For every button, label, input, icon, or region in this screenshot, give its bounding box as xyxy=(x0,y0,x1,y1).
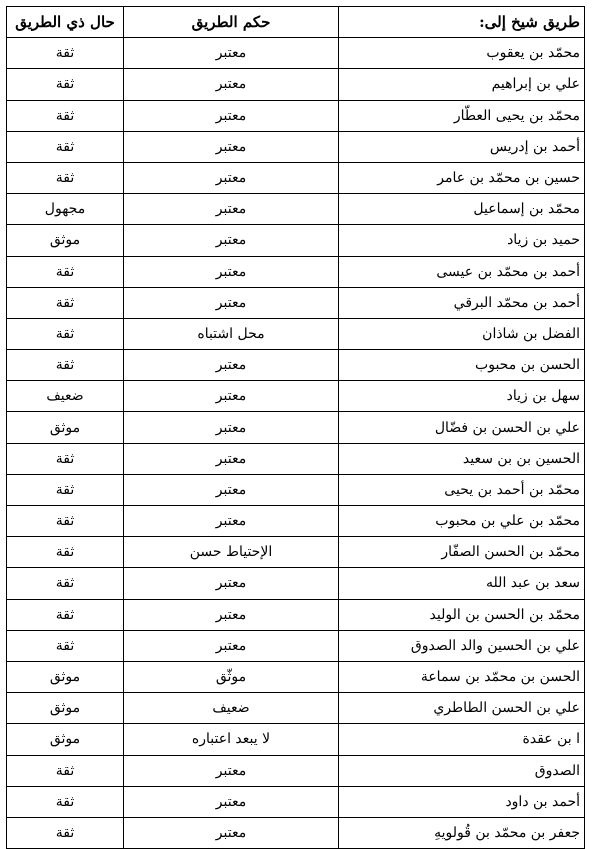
narrator-state-cell: ثقة xyxy=(7,162,124,193)
narrator-name-cell: الصدوق xyxy=(339,755,585,786)
narrator-state-cell: ثقة xyxy=(7,69,124,100)
path-ruling-cell: معتبر xyxy=(124,381,339,412)
narrator-name-cell: أحمد بن إدريس xyxy=(339,131,585,162)
narrator-name-cell: الحسين بن بن سعيد xyxy=(339,443,585,474)
table-row xyxy=(7,287,585,318)
table-row xyxy=(7,786,585,817)
narrator-name-cell: علي بن الحسن بن فضّال xyxy=(339,412,585,443)
narrator-name-cell: محمّد بن علي بن محبوب xyxy=(339,506,585,537)
narrator-state-cell: ثقة xyxy=(7,287,124,318)
narrator-state-cell: موثق xyxy=(7,724,124,755)
narrator-state-cell: ثقة xyxy=(7,506,124,537)
table-row xyxy=(7,131,585,162)
narrator-name-cell: علي بن إبراهيم xyxy=(339,69,585,100)
narrator-state-cell: موثق xyxy=(7,225,124,256)
narrator-name-cell: علي بن الحسين والد الصدوق xyxy=(339,630,585,661)
table-row xyxy=(7,38,585,69)
table-row xyxy=(7,225,585,256)
narrator-name-cell: الحسن بن محبوب xyxy=(339,350,585,381)
narrator-name-cell: حميد بن زياد xyxy=(339,225,585,256)
path-ruling-cell: معتبر xyxy=(124,225,339,256)
path-ruling-cell: معتبر xyxy=(124,755,339,786)
narrator-state-cell: ثقة xyxy=(7,350,124,381)
narrator-name-cell: محمّد بن أحمد بن يحيى xyxy=(339,474,585,505)
table-row xyxy=(7,162,585,193)
table-row xyxy=(7,381,585,412)
narrator-name-cell: سعد بن عبد الله xyxy=(339,568,585,599)
path-ruling-cell: معتبر xyxy=(124,38,339,69)
narrator-name-cell: الحسن بن محمّد بن سماعة xyxy=(339,661,585,692)
narrator-state-cell: ثقة xyxy=(7,474,124,505)
narrator-state-cell: ثقة xyxy=(7,537,124,568)
narrator-state-cell: ثقة xyxy=(7,256,124,287)
path-ruling-cell: معتبر xyxy=(124,194,339,225)
path-ruling-cell: موثّق xyxy=(124,661,339,692)
path-ruling-cell: لا يبعد اعتباره xyxy=(124,724,339,755)
path-ruling-cell: الإحتياط حسن xyxy=(124,537,339,568)
table-row xyxy=(7,724,585,755)
narrator-state-cell: ثقة xyxy=(7,630,124,661)
table-row xyxy=(7,194,585,225)
table-row xyxy=(7,817,585,848)
narrator-state-cell: ضعيف xyxy=(7,381,124,412)
header-path: طريق شيخ إلى: xyxy=(339,7,585,38)
narrator-name-cell: سهل بن زياد xyxy=(339,381,585,412)
path-ruling-cell: معتبر xyxy=(124,69,339,100)
table-row xyxy=(7,100,585,131)
narrator-state-cell: ثقة xyxy=(7,318,124,349)
path-ruling-cell: معتبر xyxy=(124,506,339,537)
path-ruling-cell: معتبر xyxy=(124,412,339,443)
header-row xyxy=(7,7,585,38)
narrator-name-cell: محمّد بن يعقوب xyxy=(339,38,585,69)
narrator-state-cell: ثقة xyxy=(7,755,124,786)
path-ruling-cell: معتبر xyxy=(124,131,339,162)
path-ruling-cell: معتبر xyxy=(124,350,339,381)
table-body xyxy=(7,38,585,849)
narrator-state-cell: موثق xyxy=(7,693,124,724)
table-row xyxy=(7,693,585,724)
path-ruling-cell: معتبر xyxy=(124,162,339,193)
path-ruling-cell: معتبر xyxy=(124,568,339,599)
table-row xyxy=(7,443,585,474)
narrator-name-cell: ا بن عقدة xyxy=(339,724,585,755)
table-row xyxy=(7,506,585,537)
header-ruling: حكم الطريق xyxy=(124,7,339,38)
narrator-name-cell: محمّد بن إسماعيل xyxy=(339,194,585,225)
narrator-name-cell: جعفر بن محمّد بن قُولويهِ xyxy=(339,817,585,848)
narrator-state-cell: موثق xyxy=(7,412,124,443)
narrator-state-cell: موثق xyxy=(7,661,124,692)
narrator-state-cell: ثقة xyxy=(7,38,124,69)
path-ruling-cell: ضعيف xyxy=(124,693,339,724)
narrator-name-cell: الفضل بن شاذان xyxy=(339,318,585,349)
narrator-state-cell: ثقة xyxy=(7,131,124,162)
narrator-name-cell: حسين بن محمّد بن عامر xyxy=(339,162,585,193)
table-row xyxy=(7,69,585,100)
narrator-name-cell: علي بن الحسن الطاطري xyxy=(339,693,585,724)
narrator-name-cell: أحمد بن داود xyxy=(339,786,585,817)
path-ruling-cell: معتبر xyxy=(124,817,339,848)
path-ruling-cell: معتبر xyxy=(124,287,339,318)
header-state: حال ذي الطريق xyxy=(7,7,124,38)
narrator-name-cell: محمّد بن الحسن بن الوليد xyxy=(339,599,585,630)
narrator-name-cell: أحمد بن محمّد بن عيسى xyxy=(339,256,585,287)
path-ruling-cell: معتبر xyxy=(124,256,339,287)
path-ruling-cell: معتبر xyxy=(124,630,339,661)
path-ruling-cell: معتبر xyxy=(124,474,339,505)
narrator-state-cell: ثقة xyxy=(7,443,124,474)
table-row xyxy=(7,537,585,568)
narrator-state-cell: ثقة xyxy=(7,599,124,630)
table-row xyxy=(7,568,585,599)
table-row xyxy=(7,661,585,692)
narrators-table xyxy=(6,6,585,849)
path-ruling-cell: معتبر xyxy=(124,443,339,474)
table-row xyxy=(7,412,585,443)
path-ruling-cell: معتبر xyxy=(124,599,339,630)
table-row xyxy=(7,630,585,661)
path-ruling-cell: معتبر xyxy=(124,100,339,131)
narrator-state-cell: ثقة xyxy=(7,786,124,817)
table-row xyxy=(7,318,585,349)
table-row xyxy=(7,474,585,505)
narrator-state-cell: ثقة xyxy=(7,568,124,599)
table-row xyxy=(7,755,585,786)
narrator-state-cell: مجهول xyxy=(7,194,124,225)
narrator-name-cell: محمّد بن الحسن الصفّار xyxy=(339,537,585,568)
path-ruling-cell: محل اشتباه xyxy=(124,318,339,349)
table-row xyxy=(7,599,585,630)
narrator-state-cell: ثقة xyxy=(7,817,124,848)
path-ruling-cell: معتبر xyxy=(124,786,339,817)
table-row xyxy=(7,256,585,287)
narrator-state-cell: ثقة xyxy=(7,100,124,131)
table-row xyxy=(7,350,585,381)
narrator-name-cell: أحمد بن محمّد البرقي xyxy=(339,287,585,318)
narrator-name-cell: محمّد بن يحيى العطّار xyxy=(339,100,585,131)
